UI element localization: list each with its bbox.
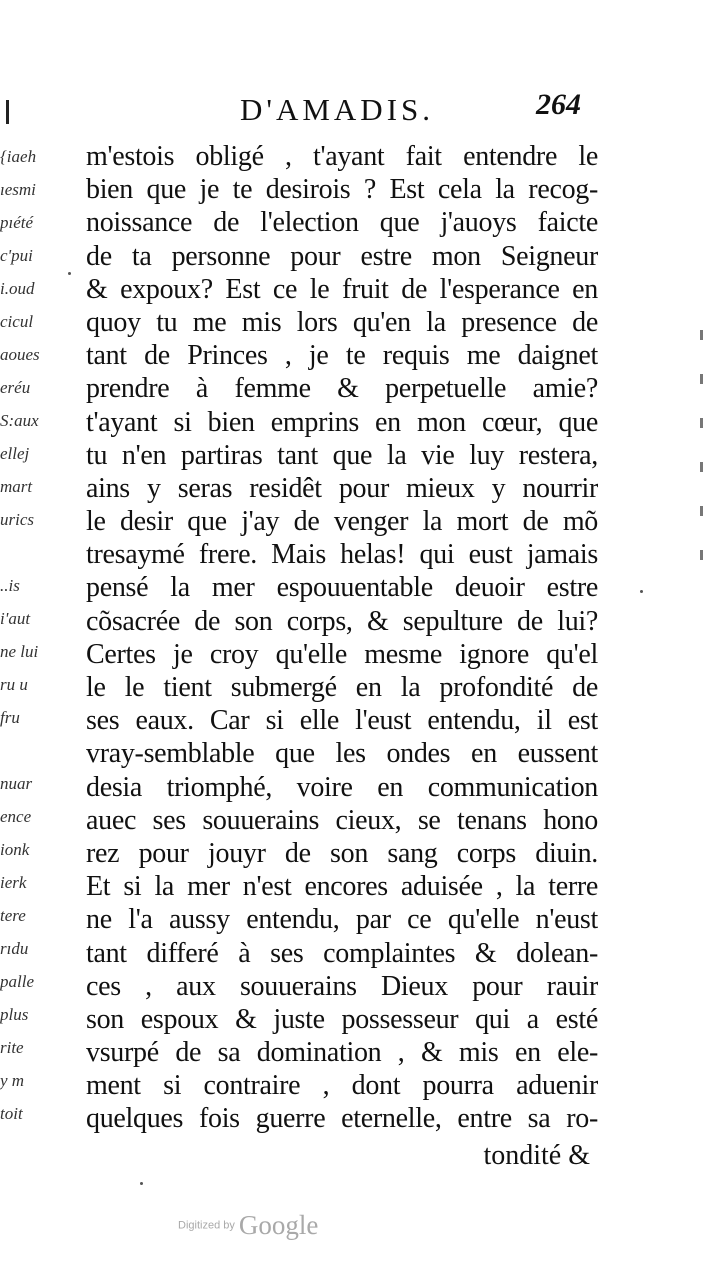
text-line: tresaymé frere. Mais helas! qui eust jamais bbox=[86, 539, 598, 571]
text-line: vray-semblable que les ondes en eussent bbox=[86, 738, 598, 770]
margin-fragment: toit bbox=[0, 1104, 23, 1123]
margin-fragment: pıété bbox=[0, 213, 34, 232]
margin-fragment: c'pui bbox=[0, 246, 33, 265]
binding-edge-mark bbox=[6, 100, 9, 124]
margin-fragment: fru bbox=[0, 708, 20, 727]
text-line: & expoux? Est ce le fruit de l'esperance en bbox=[86, 273, 598, 305]
text-line: ment si contraire , dont pourra aduenir bbox=[86, 1070, 598, 1102]
margin-fragment: ru u bbox=[0, 675, 28, 694]
text-line: ces , aux souuerains Dieux pour rauir bbox=[86, 970, 598, 1002]
margin-fragment: rite bbox=[0, 1038, 24, 1057]
text-line: pensé la mer espouuentable deuoir estre bbox=[86, 572, 598, 604]
text-line: quoy tu me mis lors qu'en la presence de bbox=[86, 306, 598, 338]
page-number: 264 bbox=[536, 88, 581, 121]
left-margin-bleed bbox=[0, 140, 62, 1190]
text-line: quelques fois guerre eternelle, entre sa ro- bbox=[86, 1103, 598, 1135]
right-edge-marks bbox=[700, 330, 706, 610]
margin-fragment: ence bbox=[0, 807, 32, 826]
digitization-watermark bbox=[178, 1210, 378, 1241]
ink-speck bbox=[640, 590, 643, 593]
text-line: ses eaux. Car si elle l'eust entendu, il est bbox=[86, 705, 598, 737]
text-line: rez pour jouyr de son sang corps diuin. bbox=[86, 837, 598, 869]
margin-fragment: ne lui bbox=[0, 642, 39, 661]
text-line: m'estois obligé , t'ayant fait entendre le bbox=[86, 141, 598, 172]
margin-fragment: S:aux bbox=[0, 411, 39, 430]
margin-fragment: y m bbox=[0, 1071, 25, 1090]
text-line: desia triomphé, voire en communication bbox=[86, 771, 598, 803]
text-line: son espoux & juste possesseur qui a esté bbox=[86, 1003, 598, 1035]
margin-fragment: ierk bbox=[0, 873, 27, 892]
text-line: Certes je croy qu'elle mesme ignore qu'el bbox=[86, 638, 598, 670]
margin-fragment: mart bbox=[0, 477, 33, 496]
margin-fragment: tere bbox=[0, 906, 26, 925]
text-line: prendre à femme & perpetuelle amie? bbox=[86, 373, 598, 405]
watermark-prefix: Digitized by bbox=[178, 1219, 235, 1232]
margin-fragment: palle bbox=[0, 972, 34, 991]
margin-fragment: urics bbox=[0, 510, 34, 529]
text-line: t'ayant si bien emprins en mon cœur, que bbox=[86, 406, 598, 438]
margin-gap bbox=[0, 536, 62, 569]
margin-fragment: plus bbox=[0, 1005, 29, 1024]
margin-fragment: ellej bbox=[0, 444, 30, 463]
catchword: tondité & bbox=[483, 1140, 590, 1171]
margin-fragment: cicul bbox=[0, 312, 34, 331]
text-line: cõsacrée de son corps, & sepulture de lui? bbox=[86, 605, 598, 637]
margin-fragment: {iaeh bbox=[0, 147, 37, 166]
margin-fragment: i.oud bbox=[0, 279, 35, 298]
body-text bbox=[86, 140, 598, 1136]
margin-fragment: ıesmi bbox=[0, 180, 36, 199]
text-line: ains y seras residêt pour mieux y nourrir bbox=[86, 472, 598, 504]
text-line: tant de Princes , je te requis me daignet bbox=[86, 340, 598, 372]
text-line: tant differé à ses complaintes & dolean- bbox=[86, 937, 598, 969]
ink-speck bbox=[140, 1182, 143, 1185]
watermark-brand: Google bbox=[238, 1210, 319, 1240]
margin-fragment: rıdu bbox=[0, 939, 29, 958]
text-line: de ta personne pour estre mon Seigneur bbox=[86, 240, 598, 272]
text-line: bien que je te desirois ? Est cela la recog- bbox=[86, 174, 598, 206]
margin-fragment: ..is bbox=[0, 576, 20, 595]
running-head: D'AMADIS. bbox=[240, 92, 435, 127]
text-line: le le tient submergé en la profondité de bbox=[86, 672, 598, 703]
text-line: auec ses souuerains cieux, se tenans hono bbox=[86, 804, 598, 836]
margin-fragment: eréu bbox=[0, 378, 31, 397]
text-line: tu n'en partiras tant que la vie luy restera, bbox=[86, 439, 598, 471]
text-line: ne l'a aussy entendu, par ce qu'elle n'eust bbox=[86, 904, 598, 936]
margin-fragment: i'aut bbox=[0, 609, 31, 628]
margin-gap bbox=[0, 734, 62, 767]
margin-fragment: aoues bbox=[0, 345, 40, 364]
ink-speck bbox=[68, 272, 71, 275]
text-line: le desir que j'ay de venger la mort de mõ bbox=[86, 506, 598, 538]
margin-fragment: nuar bbox=[0, 774, 33, 793]
margin-fragment: ionk bbox=[0, 840, 30, 859]
text-line: Et si la mer n'est encores aduisée , la terre bbox=[86, 871, 598, 903]
text-line: noissance de l'election que j'auoys faicte bbox=[86, 207, 598, 239]
text-line: vsurpé de sa domination , & mis en ele- bbox=[86, 1037, 598, 1069]
